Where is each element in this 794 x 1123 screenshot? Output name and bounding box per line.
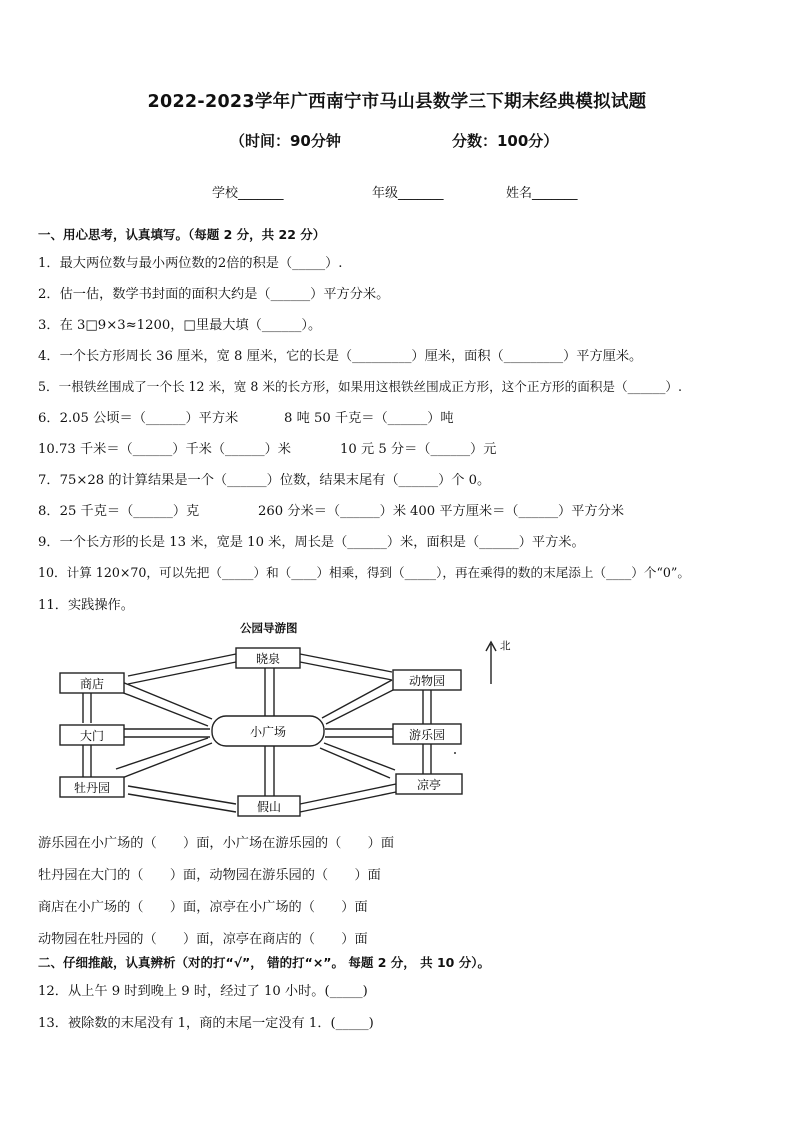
exam-score: 分数：100分） <box>452 132 559 150</box>
map-node-xiaoguangchang: 小广场 <box>249 725 287 739</box>
question-11-part-b: 牡丹园在大门的（ ）面，动物园在游乐园的（ ）面 <box>38 868 381 883</box>
question-11-part-c: 商店在小广场的（ ）面，凉亭在小广场的（ ）面 <box>38 900 368 915</box>
question-6-part-d: 10 元 5 分＝（______）元 <box>340 442 497 457</box>
grade-field: 年级_______ <box>372 186 444 201</box>
question-10: 10．计算 120×70，可以先把（_____）和（____）相乘，得到（_____），再在乘得的数的末尾添上（____）个“0”。 <box>38 565 690 580</box>
question-8-part-a: 8．25 千克＝（______）克 <box>38 504 200 519</box>
question-6-part-b: 8 吨 50 千克＝（______）吨 <box>284 411 454 426</box>
map-title: 公园导游图 <box>240 621 298 635</box>
map-node-youleyuan: 游乐园 <box>408 728 446 742</box>
name-field: 姓名_______ <box>506 186 578 201</box>
question-1: 1．最大两位数与最小两位数的2倍的积是（_____）. <box>38 256 343 271</box>
exam-time: （时间：90分钟 <box>230 132 341 150</box>
question-11: 11．实践操作。 <box>38 598 134 613</box>
map-node-shangdian: 商店 <box>79 677 105 691</box>
question-6-part-a: 6．2.05 公顷＝（______）平方米 <box>38 411 239 426</box>
school-field: 学校_______ <box>212 186 284 201</box>
section-1-heading: 一、用心思考，认真填写。（每题 2 分，共 22 分） <box>38 227 326 242</box>
question-2: 2．估一估，数学书封面的面积大约是（______）平方分米。 <box>38 287 390 302</box>
question-13: 13．被除数的末尾没有 1，商的末尾一定没有 1．(_____) <box>38 1016 374 1031</box>
question-5: 5．一根铁丝围成了一个长 12 米，宽 8 米的长方形，如果用这根铁丝围成正方形，这个正方形的面积是（______）. <box>38 379 682 394</box>
map-node-xiaoquan: 晓泉 <box>255 652 281 666</box>
north-label: 北 <box>500 640 511 652</box>
question-8-part-b: 260 分米＝（______）米 <box>258 504 407 519</box>
question-7: 7．75×28 的计算结果是一个（______）位数，结果末尾有（______）个 0。 <box>38 473 491 488</box>
map-node-liangting: 凉亭 <box>416 778 442 792</box>
question-9: 9．一个长方形的长是 13 米，宽是 10 米，周长是（______）米，面积是（______）平方米。 <box>38 535 585 550</box>
question-4: 4．一个长方形周长 36 厘米，宽 8 厘米，它的长是（_________）厘米，面积（_________）平方厘米。 <box>38 349 643 364</box>
page-title: 2022-2023学年广西南宁市马山县数学三下期末经典模拟试题 <box>147 92 647 112</box>
map-node-damen: 大门 <box>79 729 105 743</box>
question-6-part-c: 10.73 千米＝（______）千米（______）米 <box>38 442 291 457</box>
question-11-part-d: 动物园在牡丹园的（ ）面，凉亭在商店的（ ）面 <box>38 932 368 947</box>
park-map <box>50 618 530 823</box>
question-8-part-c: 400 平方厘米＝（______）平方分米 <box>410 504 624 519</box>
section-2-heading: 二、仔细推敲，认真辨析（对的打“√”， 错的打“×”。 每题 2 分， 共 10 分）。 <box>38 955 490 970</box>
question-11-part-a: 游乐园在小广场的（ ）面，小广场在游乐园的（ ）面 <box>38 836 395 851</box>
map-node-mudanyuan: 牡丹园 <box>73 781 111 795</box>
question-3: 3．在 3□9×3≈1200，□里最大填（______）。 <box>38 318 322 333</box>
map-node-jiashan: 假山 <box>256 800 282 814</box>
question-12: 12．从上午 9 时到晚上 9 时，经过了 10 小时。(_____) <box>38 984 368 999</box>
speck-dot <box>454 752 456 754</box>
north-arrow-icon <box>486 642 496 684</box>
map-node-dongwuyuan: 动物园 <box>408 674 446 688</box>
